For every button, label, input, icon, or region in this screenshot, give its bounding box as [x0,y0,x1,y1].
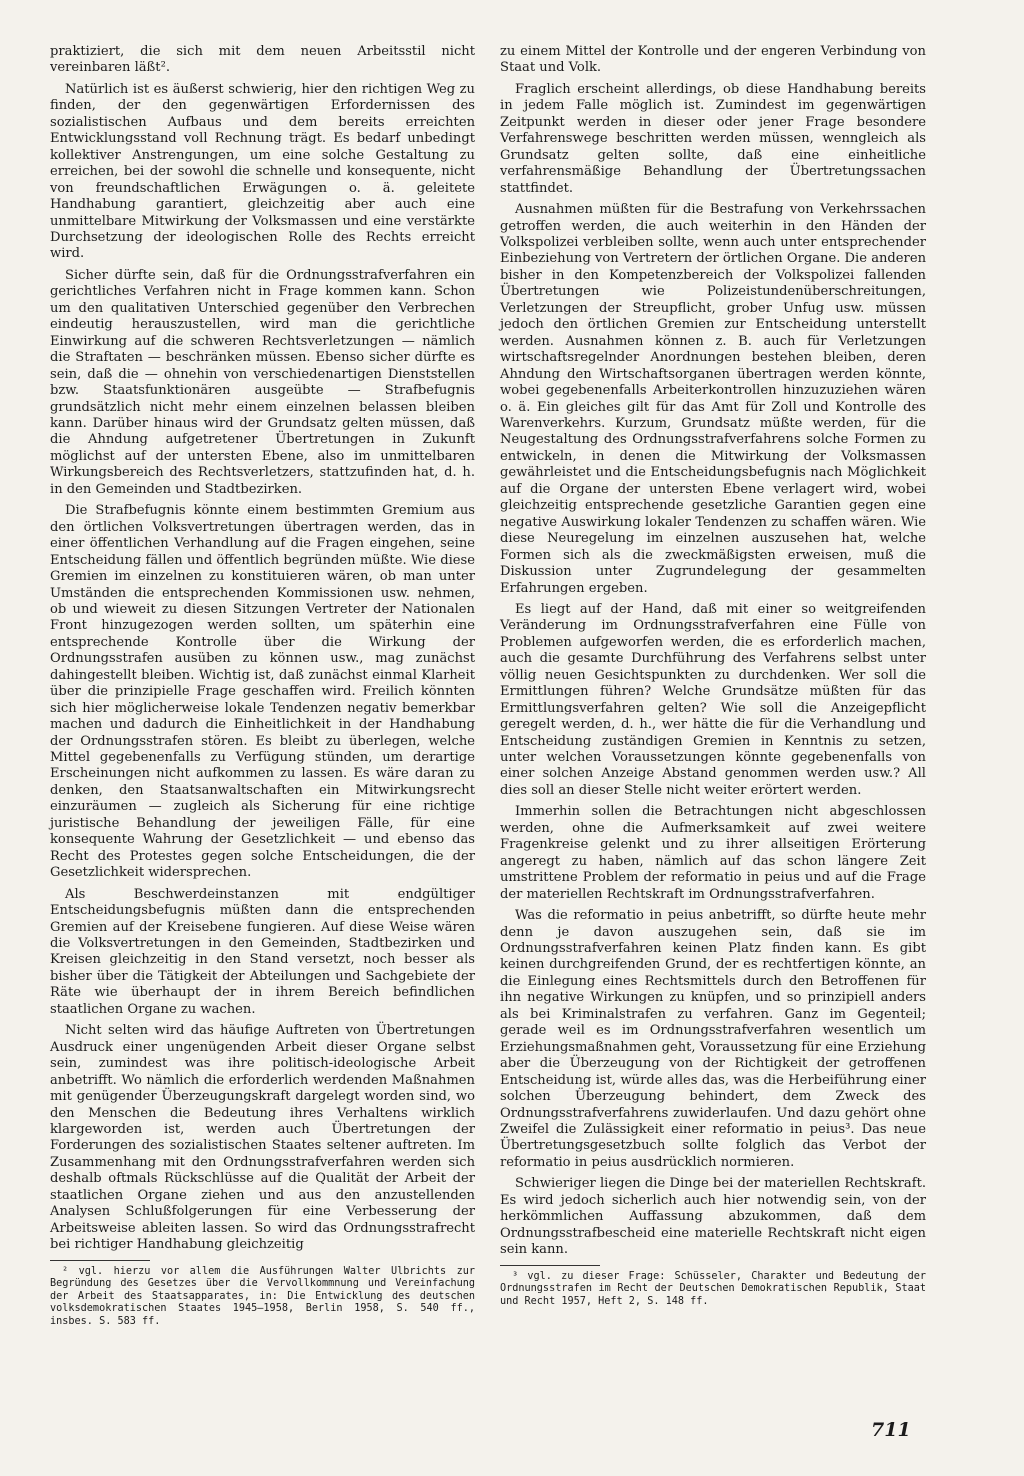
paragraph: praktiziert, die sich mit dem neuen Arbeitsstil nicht vereinbaren läßt². [50,44,475,76]
paragraph: Die Strafbefugnis könnte einem bestimmten Gremium aus den örtlichen Volksvertretungen übertragen werden, das in einer öffentlichen Verhandlung auf die Fragen eingehen, seine Entscheidung fällen und öffentlich begründen müßte. Wie diese Gremien im einzelnen zu konstituieren wären, ob man unter Umständen die entsprechenden Kommissionen usw. nehmen, ob und wieweit zu diesen Sitzungen Vertreter der Nationalen Front hinzugezogen werden sollten, um späterhin eine entsprechende Kontrolle über die Wirkung der Ordnungsstrafen ausüben zu können usw., mag zunächst dahingestellt bleiben. Wichtig ist, daß zunächst einmal Klarheit über die prinzipielle Frage geschaffen wird. Freilich könnten sich hier möglicherweise lokale Tendenzen negativ bemerkbar machen und dadurch die Einheitlichkeit in der Handhabung der Ordnungsstrafen stören. Es bleibt zu überlegen, welche Mittel gegebenenfalls zu Verfügung stünden, um derartige Erscheinungen nicht aufkommen zu lassen. Es wäre daran zu denken, den Staatsanwaltschaften ein Mitwirkungsrecht einzuräumen — zugleich als Sicherung für eine richtige juristische Behandlung der jeweiligen Fälle, für eine konsequente Wahrung der Gesetzlichkeit — und ebenso das Recht des Protestes gegen solche Entscheidungen, die der Gesetzlichkeit widersprechen. [50,503,475,881]
page-number: 711 [871,1419,911,1441]
paragraph: Ausnahmen müßten für die Bestrafung von Verkehrssachen getroffen werden, die auch weiterhin in den Händen der Volkspolizei verbleiben sollte, wenn auch unter entsprechender Einbeziehung von Vertretern der örtlichen Organe. Die anderen bisher in den Kompetenzbereich der Volkspolizei fallenden Übertretungen wie Polizeistundenüberschreitungen, Verletzungen der Streupflicht, grober Unfug usw. müssen jedoch den örtlichen Gremien zur Entscheidung unterstellt werden. Ausnahmen können z. B. auch für Verletzungen wirtschaftsregelnder Anordnungen bestehen bleiben, deren Ahndung den Wirtschaftsorganen übertragen werden könnte, wobei gegebenenfalls Arbeiterkontrollen hinzuzuziehen wären o. ä. Ein gleiches gilt für das Amt für Zoll und Kontrolle des Warenverkehrs. Kurzum, Grundsatz müßte werden, für die Neugestaltung des Ordnungsstrafverfahrens solche Formen zu entwickeln, in denen die Mitwirkung der Volksmassen gewährleistet und die Entscheidungsbefugnis nach Möglichkeit auf die Organe der untersten Ebene verlagert wird, wobei gleichzeitig entsprechende gesetzliche Garantien gegen eine negative Auswirkung lokaler Tendenzen zu schaffen wären. Wie diese Neuregelung im einzelnen auszusehen hat, welche Formen sich als die zweckmäßigsten erweisen, muß die Diskussion unter Zugrundelegung der gesammelten Erfahrungen ergeben. [500,202,926,596]
paragraph: Immerhin sollen die Betrachtungen nicht abgeschlossen werden, ohne die Aufmerksamkeit auf zwei weitere Fragenkreise gelenkt und zu ihrer allseitigen Erörterung angeregt zu haben, nämlich auf das schon längere Zeit umstrittene Problem der reformatio in peius und auf die Frage der materiellen Rechtskraft im Ordnungsstrafverfahren. [500,804,926,902]
left-column [50,44,475,1329]
paragraph: zu einem Mittel der Kontrolle und der engeren Verbindung von Staat und Volk. [500,44,926,76]
paragraph: Natürlich ist es äußerst schwierig, hier den richtigen Weg zu finden, der den gegenwärtigen Erfordernissen des sozialistischen Aufbaus und dem bereits erreichten Entwicklungsstand voll Rechnung trägt. Es bedarf unbedingt kollektiver Anstrengungen, um eine solche Gestaltung zu erreichen, bei der sowohl die schnelle und konsequente, nicht von freundschaftlichen Erwägungen o. ä. geleitete Handhabung garantiert, gleichzeitig aber auch eine unmittelbare Mitwirkung der Volksmassen und eine verstärkte Durchsetzung der ideologischen Rolle des Rechts erreicht wird. [50,81,475,262]
paragraph: Schwieriger liegen die Dinge bei der materiellen Rechtskraft. Es wird jedoch sicherlich auch hier notwendig sein, von der herkömmlichen Auffassung abzukommen, daß dem Ordnungsstrafbescheid eine materielle Rechtskraft nicht eigen sein kann. [500,1176,926,1258]
footnote: ² vgl. hierzu vor allem die Ausführungen Walter Ulbrichts zur Begründung des Gesetzes über die Vervollkommnung und Vereinfachung der Arbeit des Staatsapparates, in: Die Entwicklung des deutschen volksdemokratischen Staates 1945–1958, Berlin 1958, S. 540 ff., insbes. S. 583 ff. [50,1265,475,1327]
paragraph: Es liegt auf der Hand, daß mit einer so weitgreifenden Veränderung im Ordnungsstrafverfahren eine Fülle von Problemen aufgeworfen werden, die es erforderlich machen, auch die gesamte Durchführung des Verfahrens selbst unter völlig neuen Gesichtspunkten zu durchdenken. Wer soll die Ermittlungen führen? Welche Grundsätze müßten für das Ermittlungsverfahren gelten? Wie soll die Anzeigepflicht geregelt werden, d. h., wer hätte die für die Verhandlung und Entscheidung zuständigen Gremien in Kenntnis zu setzen, unter welchen Voraussetzungen könnte gegebenenfalls von einer solchen Anzeige Abstand genommen werden usw.? All dies soll an dieser Stelle nicht weiter erörtert werden. [500,601,926,798]
paragraph: Sicher dürfte sein, daß für die Ordnungsstrafverfahren ein gerichtliches Verfahren nicht in Frage kommen kann. Schon um den qualitativen Unterschied gegenüber den Verbrechen eindeutig herauszustellen, wird man die gerichtliche Einwirkung auf die schweren Rechtsverletzungen — nämlich die Straftaten — beschränken müssen. Ebenso sicher dürfte es sein, daß die — ohnehin von verschiedenartigen Dienststellen bzw. Staatsfunktionären ausgeübte — Strafbefugnis grundsätzlich nicht mehr einem einzelnen belassen bleiben kann. Darüber hinaus wird der Grundsatz gelten müssen, daß die Ahndung aufgetretener Übertretungen in Zukunft möglichst auf der untersten Ebene, also im unmittelbaren Wirkungsbereich des Rechtsverletzers, stattzufinden hat, d. h. in den Gemeinden und Stadtbezirken. [50,267,475,497]
footnote-divider [500,1265,600,1266]
footnote-divider [50,1260,150,1261]
paragraph: Fraglich erscheint allerdings, ob diese Handhabung bereits in jedem Falle möglich ist. Zumindest im gegenwärtigen Zeitpunkt werden in dieser oder jener Frage besondere Verfahrenswege beschritten werden müssen, wenngleich als Grundsatz gelten sollte, daß eine einheitliche verfahrensmäßige Behandlung der Übertretungssachen stattfindet. [500,81,926,196]
right-column [500,44,926,1308]
paragraph: Nicht selten wird das häufige Auftreten von Übertretungen Ausdruck einer ungenügenden Arbeit dieser Organe selbst sein, zumindest was ihre politisch-ideologische Arbeit anbetrifft. Wo nämlich die erforderlich werdenden Maßnahmen mit genügender Überzeugungskraft dargelegt worden sind, wo den Menschen die Bedeutung ihres Verhaltens wirklich klargeworden ist, werden auch Übertretungen der Forderungen des sozialistischen Staates seltener auftreten. Im Zusammenhang mit den Ordnungsstrafverfahren werden sich deshalb oftmals Rückschlüsse auf die Qualität der Arbeit der staatlichen Organe ziehen und aus den anzustellenden Analysen Schlußfolgerungen für eine Verbesserung der Arbeitsweise ableiten lassen. So wird das Ordnungsstrafrecht bei richtiger Handhabung gleichzeitig [50,1023,475,1253]
paragraph: Als Beschwerdeinstanzen mit endgültiger Entscheidungsbefugnis müßten dann die entsprechenden Gremien auf der Kreisebene fungieren. Auf diese Weise wären die Volksvertretungen in den Gemeinden, Stadtbezirken und Kreisen gleichzeitig in den Stand versetzt, noch besser als bisher über die Tätigkeit der Abteilungen und Sachgebiete der Räte wie überhaupt der in ihrem Bereich befindlichen staatlichen Organe zu wachen. [50,886,475,1017]
paragraph: Was die reformatio in peius anbetrifft, so dürfte heute mehr denn je davon auszugehen sein, daß sie im Ordnungsstrafverfahren keinen Platz finden kann. Es gibt keinen durchgreifenden Grund, der es rechtfertigen könnte, an die Einlegung eines Rechtsmittels durch den Betroffenen für ihn negative Wirkungen zu knüpfen, und so prinzipiell anders als bei Kriminalstrafen zu verfahren. Ganz im Gegenteil; gerade weil es im Ordnungsstrafverfahren wesentlich um Erziehungsmaßnahmen geht, Voraussetzung für eine Erziehung aber die Überzeugung von der Richtigkeit der getroffenen Entscheidung ist, würde alles das, was die Herbeiführung einer solchen Überzeugung behindert, dem Zweck des Ordnungsstrafverfahrens zuwiderlaufen. Und dazu gehört ohne Zweifel die Zulässigkeit einer reformatio in peius³. Das neue Übertretungsgesetzbuch sollte folglich das Verbot der reformatio in peius ausdrücklich normieren. [500,908,926,1170]
footnote: ³ vgl. zu dieser Frage: Schüsseler, Charakter und Bedeutung der Ordnungsstrafen im Recht der Deutschen Demokratischen Republik, Staat und Recht 1957, Heft 2, S. 148 ff. [500,1270,926,1307]
